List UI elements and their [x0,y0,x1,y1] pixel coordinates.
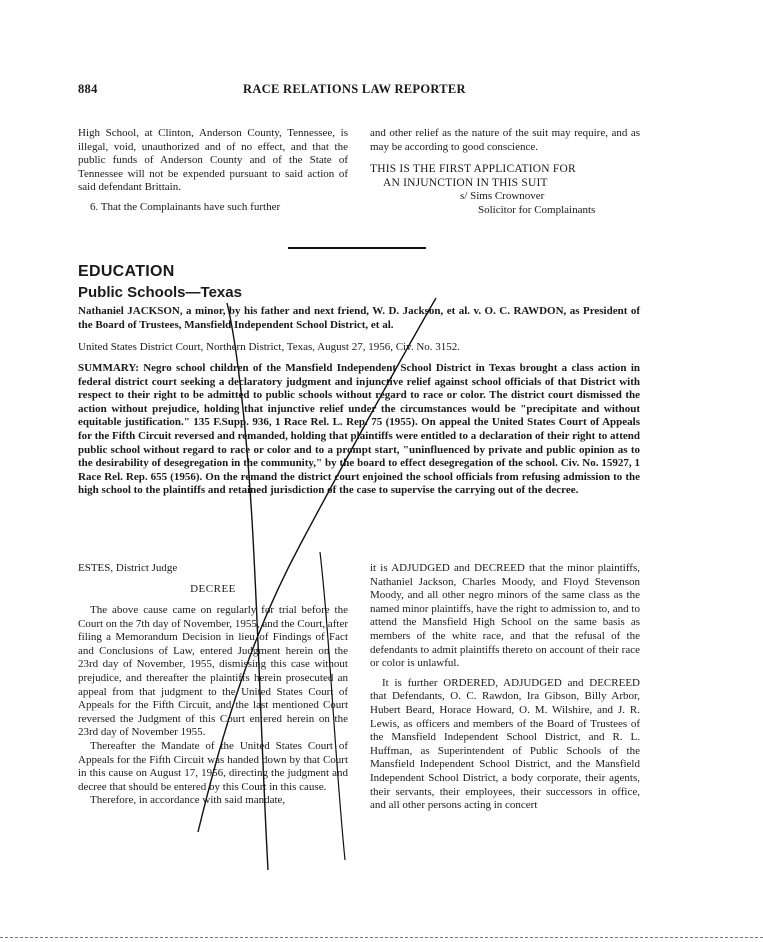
decree-right-column [370,562,640,813]
decree-left-column [78,604,348,808]
section-title: EDUCATION [78,263,175,280]
section-subtitle: Public Schools—Texas [78,284,242,301]
prior-left-paragraph-6: 6. That the Complainants have such further [90,200,281,213]
decree-paragraph: it is ADJUDGED and DECREED that the minor plaintiffs, Nathaniel Jackson, Charles Moody, and Floyd Stevenson Moody, and all other negro minors of the same class as the named minor plaintiffs, have the right to admission to, and to attend the Mansfield High School on the same basis as members of the white race, and that the refusal of the defendants to admit plaintiffs thereto on account of their race or color is unlawful. [370,562,640,670]
case-summary: SUMMARY: Negro school children of the Mansfield Independent School District in Texas brought a class action in federal district court seeking a declaratory judgment and injunctive relief against school officials of that District with respect to their right to be admitted to public schools without regard to race or color. The district court dismissed the action without prejudice, holding that injunctive relief under the circumstances would be "precipitate and without equitable justification." 135 F.Supp. 936, 1 Race Rel. L. Rep. 75 (1955). On appeal the United States Court of Appeals for the Fifth Circuit reversed and remanded, holding that plaintiffs were entitled to a declaration of their right to attend public school without regard to race or color and to a prompt start, "uninfluenced by private and public opinion as to the desirability of desegregation in the community," by the board to effect desegregation of the school. Civ. No. 15927, 1 Race Rel. Rep. 655 (1956). On the remand the district court enjoined the school officials from refusing admission to the high school to the plaintiffs and retained jurisdiction of the case to supervise the carrying out of the decree. [78,362,640,497]
prior-left-column [78,127,348,215]
section-divider-rule [288,247,426,249]
judge-name: ESTES, District Judge [78,562,178,574]
signature-title: Solicitor for Complainants [478,203,596,216]
running-head [78,82,638,98]
decree-paragraph: Thereafter the Mandate of the United States Court of Appeals for the Fifth Circuit was handed down by that Court in this cause on August 17, 1956, directing the judgment and decree that should be entered by this Court in this cause. [78,739,348,793]
signature: s/ Sims Crownover [460,190,545,203]
decree-heading: DECREE [190,583,236,595]
bottom-scan-border [0,937,763,939]
journal-title: RACE RELATIONS LAW REPORTER [243,82,466,96]
decree-paragraph: The above cause came on regularly for trial before the Court on the 7th day of November, 1955, and the Court, after filing a Memorandum Decision in lieu of Findings of Fact and Conclusions of Law, entered Judgment herein on the 23rd day of November, 1955, dismissing this case without prejudice, and thereafter the plaintiffs herein prosecuted an appeal from that judgment to the United States Court of Appeals for the Fifth Circuit, and the last mentioned Court reversed the Judgment of this Court entered herein on the 23rd day of November 1955. [78,604,348,739]
court-citation: United States District Court, Northern District, Texas, August 27, 1956, Civ. No. 3152. [78,341,461,353]
decree-paragraph: It is further ORDERED, ADJUDGED and DECREED that Defendants, O. C. Rawdon, Ira Gibson, Billy Arbor, Hubert Beard, Horace Howard, O. M. Wilshire, and J. R. Lewis, as officers and members of the Board of Trustees of the Mansfield Independent School District, and R. L. Huffman, as Superintendent of Public Schools of the Mansfield Independent School District, and the Mansfield Independent School District, a body corporate, their agents, their servants, their employees, their successors in office, and all other persons acting in concert [370,676,640,812]
prior-left-paragraph: High School, at Clinton, Anderson County, Tennessee, is illegal, void, unauthorized and of no effect, and that the public funds of Anderson County and of the State of Tennessee will not be expended pursuant to said action of said defendant Brittain. [78,127,348,194]
page-number: 884 [78,82,98,96]
injunction-notice-line-2: AN INJUNCTION IN THIS SUIT [383,176,548,189]
injunction-notice-line-1: THIS IS THE FIRST APPLICATION FOR [370,163,576,176]
prior-right-paragraph: and other relief as the nature of the suit may require, and as may be according to good conscience. [370,127,640,153]
decree-paragraph: Therefore, in accordance with said mandate, [90,794,286,807]
case-caption: Nathaniel JACKSON, a minor, by his father and next friend, W. D. Jackson, et al. v. O. C. RAWDON, as President of the Board of Trustees, Mansfield Independent School District, et al. [78,305,640,331]
prior-right-column [370,127,640,218]
